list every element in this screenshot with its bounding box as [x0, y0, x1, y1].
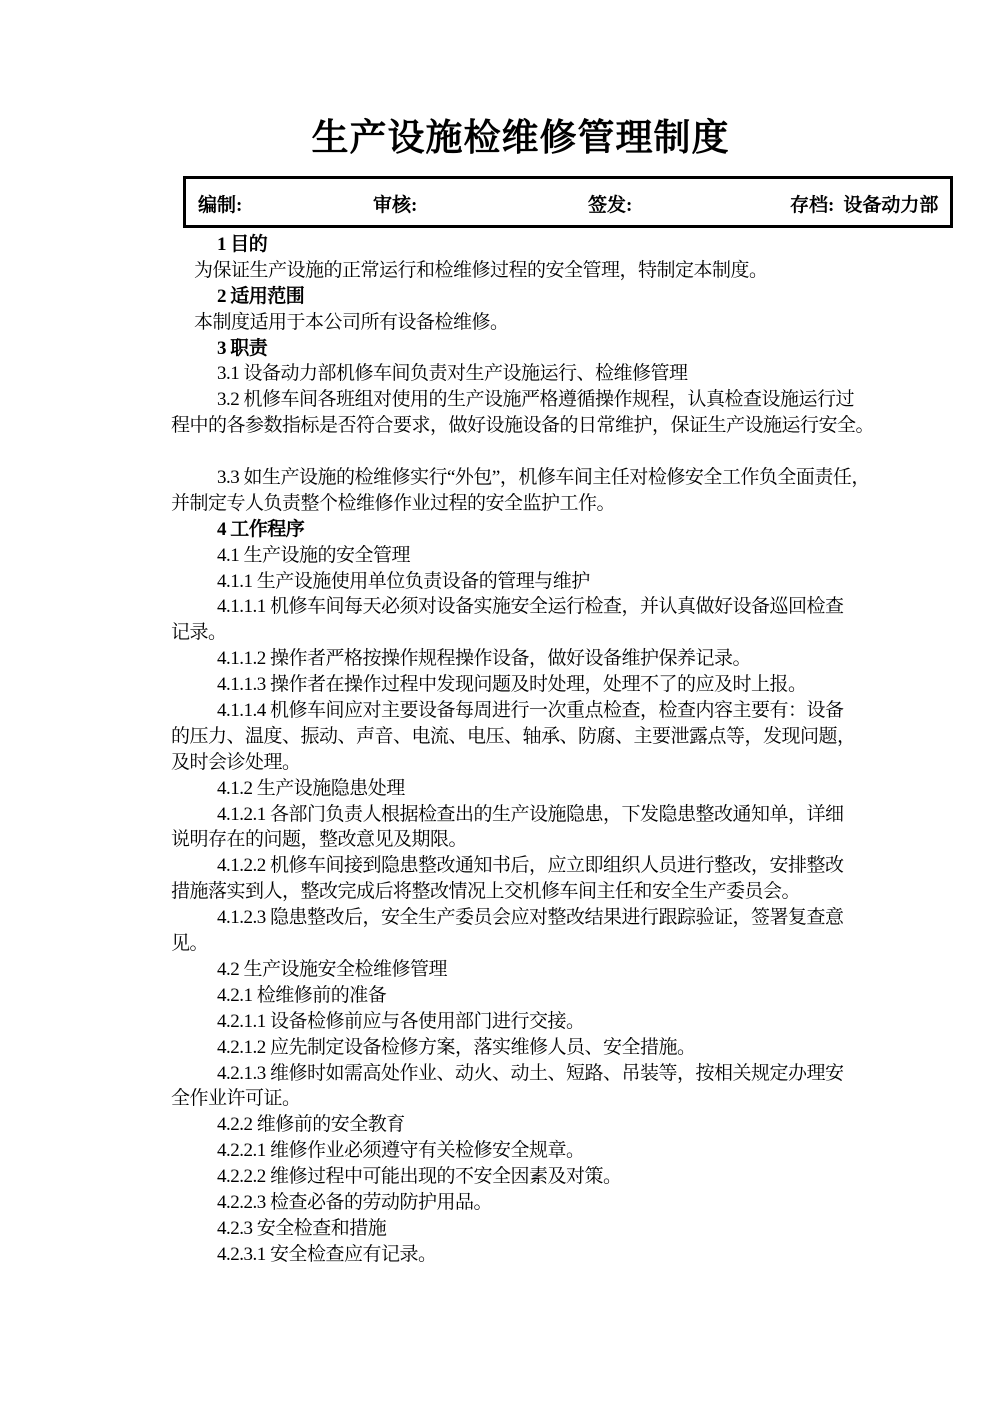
text-line: 4.1 生产设施的安全管理	[217, 544, 411, 566]
text-line: 4.2.1.3 维修时如需高处作业、动火、动土、短路、吊装等，按相关规定办理安	[217, 1062, 844, 1084]
text-line: 4.2.1.1 设备检修前应与各使用部门进行交接。	[217, 1010, 585, 1032]
header-field-compiler-label: 编制:	[198, 195, 243, 216]
text-line: 4.1.2 生产设施隐患处理	[217, 777, 405, 799]
text-line: 4.1.2.2 机修车间接到隐患整改通知书后，应立即组织人员进行整改，安排整改	[217, 855, 844, 877]
text-line: 记录。	[171, 622, 227, 644]
text-line: 4.1.2.1 各部门负责人根据检查出的生产设施隐患，下发隐患整改通知单，详细	[217, 803, 844, 825]
text-line: 4.2.3 安全检查和措施	[217, 1217, 387, 1239]
text-line: 措施落实到人，整改完成后将整改情况上交机修车间主任和安全生产委员会。	[171, 881, 801, 903]
text-line: 4.2.2.1 维修作业必须遵守有关检修安全规章。	[217, 1140, 585, 1162]
text-line: 本制度适用于本公司所有设备检维修。	[194, 311, 509, 333]
text-line: 及时会诊处理。	[171, 751, 301, 773]
text-line: 3.2 机修车间各班组对使用的生产设施严格遵循操作规程，认真检查设施运行过	[217, 389, 855, 411]
text-line: 4.2.1 检维修前的准备	[217, 984, 387, 1006]
text-line: 的压力、温度、振动、声音、电流、电压、轴承、防腐、主要泄露点等，发现问题，	[171, 725, 856, 747]
blank-line	[171, 439, 871, 465]
header-field-archive-value: 设备动力部	[843, 195, 939, 216]
text-line: 为保证生产设施的正常运行和检维修过程的安全管理，特制定本制度。	[194, 259, 768, 281]
text-line: 1 目的	[217, 234, 268, 255]
header-field-issuer-label: 签发:	[588, 195, 633, 216]
text-line: 4.2.2.3 检查必备的劳动防护用品。	[217, 1191, 493, 1213]
text-line: 4.2.1.2 应先制定设备检修方案，落实维修人员、安全措施。	[217, 1036, 696, 1058]
text-line: 4.2.2.2 维修过程中可能出现的不安全因素及对策。	[217, 1166, 622, 1188]
text-line: 4.1.1.1 机修车间每天必须对设备实施安全运行检查，并认真做好设备巡回检查	[217, 596, 844, 618]
header-field-archive-label: 存档:	[790, 195, 835, 216]
header-field-compiler	[198, 190, 251, 217]
text-line: 4.2.2 维修前的安全教育	[217, 1114, 405, 1136]
text-line: 4.1.1.4 机修车间应对主要设备每周进行一次重点检查，检查内容主要有：设备	[217, 700, 844, 722]
text-line: 4.1.1.3 操作者在操作过程中发现问题及时处理，处理不了的应及时上报。	[217, 674, 807, 696]
text-line: 并制定专人负责整个检维修作业过程的安全监护工作。	[171, 492, 616, 514]
text-line: 说明存在的问题，整改意见及期限。	[171, 829, 468, 851]
header-field-archive	[790, 190, 938, 217]
header-field-issuer	[588, 190, 641, 217]
text-line: 3.3 如生产设施的检维修实行“外包”，机修车间主任对检修安全工作负全面责任，	[217, 467, 870, 489]
text-line: 见。	[171, 933, 209, 955]
text-line: 3.1 设备动力部机修车间负责对生产设施运行、检维修管理	[217, 363, 688, 385]
text-line: 4.1.2.3 隐患整改后，安全生产委员会应对整改结果进行跟踪验证，签署复查意	[217, 907, 844, 929]
text-line: 4 工作程序	[217, 518, 305, 540]
text-line: 3 职责	[217, 337, 268, 359]
text-line: 2 适用范围	[217, 285, 305, 307]
header-field-reviewer	[373, 190, 426, 217]
document-title: 生产设施检维修管理制度	[311, 118, 730, 159]
text-line: 4.1.1 生产设施使用单位负责设备的管理与维护	[217, 570, 590, 592]
text-line: 程中的各参数指标是否符合要求，做好设施设备的日常维护，保证生产设施运行安全。	[171, 415, 875, 437]
text-line: 4.2.3.1 安全检查应有记录。	[217, 1243, 437, 1265]
text-line: 全作业许可证。	[171, 1088, 301, 1110]
text-line: 4.1.1.2 操作者严格按操作规程操作设备，做好设备维护保养记录。	[217, 648, 752, 670]
header-field-reviewer-label: 审核:	[373, 195, 418, 216]
header-box	[183, 176, 953, 228]
document-body	[171, 228, 875, 1268]
text-line: 4.2 生产设施安全检维修管理	[217, 958, 448, 980]
